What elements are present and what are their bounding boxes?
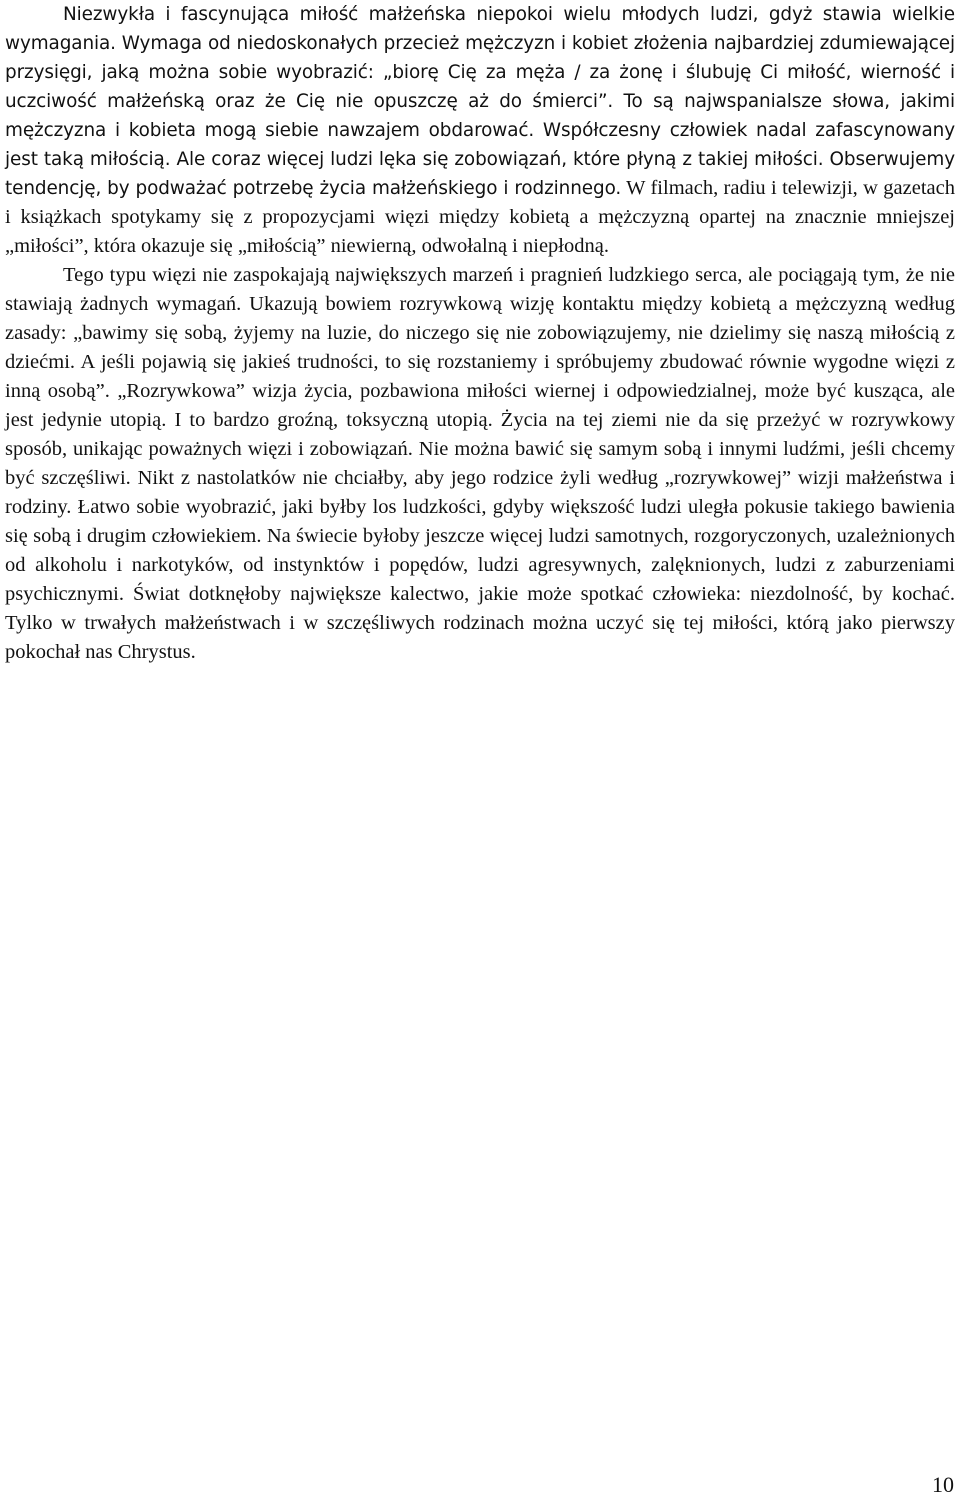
paragraph-1: [5, 0, 955, 261]
paragraph-1-sans-text: Niezwykła i fascynująca miłość małżeńska niepokoi wielu młodych ludzi, gdyż stawia wielkie wymagania. Wymaga od niedoskonałych przecież mężczyzn i kobiet złożenia najbardziej zdumiewającej przysięgi, jaką można sobie wyobrazić: „biorę Cię za męża / za żonę i ślubuję Ci miłość, wierność i uczciwość małżeńską oraz że Cię nie opuszczę aż do śmierci”. To są najwspanialsze słowa, jakimi mężczyzna i kobieta mogą siebie nawzajem obdarować. Współczesny człowiek nadal zafascynowany jest taką miłością. Ale coraz więcej ludzi lęka się zobowiązań, które płyną z takiej miłości. Obserwujemy tendencję, by podważać potrzebę życia małżeńskiego i rodzinnego.: [5, 4, 955, 199]
paragraph-1-serif-text: W filmach, radiu i telewizji, w gazetach i książkach spotykamy się z propozycjami więzi między kobietą a mężczyzną opartej na znacznie mniejszej „miłości”, która okazuje się „miłością” niewierną, odwołalną i niepłodną.: [5, 177, 955, 257]
document-page: [5, 0, 955, 667]
paragraph-2: [5, 261, 955, 667]
page-number: 10: [932, 1472, 954, 1497]
paragraph-2-text: Tego typu więzi nie zaspokajają największych marzeń i pragnień ludzkiego serca, ale pociągają tym, że nie stawiają żadnych wymagań. Ukazują bowiem rozrywkową wizję kontaktu między kobietą a mężczyzną według zasady: „bawimy się sobą, żyjemy na luzie, do niczego się nie zobowiązujemy, nie dzielimy się naszą miłością z dziećmi. A jeśli pojawią się jakieś trudności, to się rozstaniemy i spróbujemy zbudować równie wygodne więzi z inną osobą”. „Rozrywkowa” wizja życia, pozbawiona miłości wiernej i odpowiedzialnej, może być kusząca, ale jest jedynie utopią. I to bardzo groźną, toksyczną utopią. Życia na tej ziemi nie da się przeżyć w rozrywkowy sposób, unikając poważnych więzi i zobowiązań. Nie można bawić się samym sobą i innymi ludźmi, jeśli chcemy być szczęśliwi. Nikt z nastolatków nie chciałby, aby jego rodzice żyli według „rozrywkowej” wizji małżeństwa i rodziny. Łatwo sobie wyobrazić, jaki byłby los ludzkości, gdyby większość ludzi uległa pokusie takiego bawienia się sobą i drugim człowiekiem. Na świecie byłoby jeszcze więcej ludzi samotnych, rozgoryczonych, uzależnionych od alkoholu i narkotyków, od instynktów i popędów, ludzi agresywnych, zalęknionych, ludzi z zaburzeniami psychicznymi. Świat dotknęłoby największe kalectwo, jakie może spotkać człowieka: niezdolność, by kochać. Tylko w trwałych małżeństwach i w szczęśliwych rodzinach można uczyć się tej miłości, którą jako pierwszy pokochał nas Chrystus.: [5, 264, 955, 663]
